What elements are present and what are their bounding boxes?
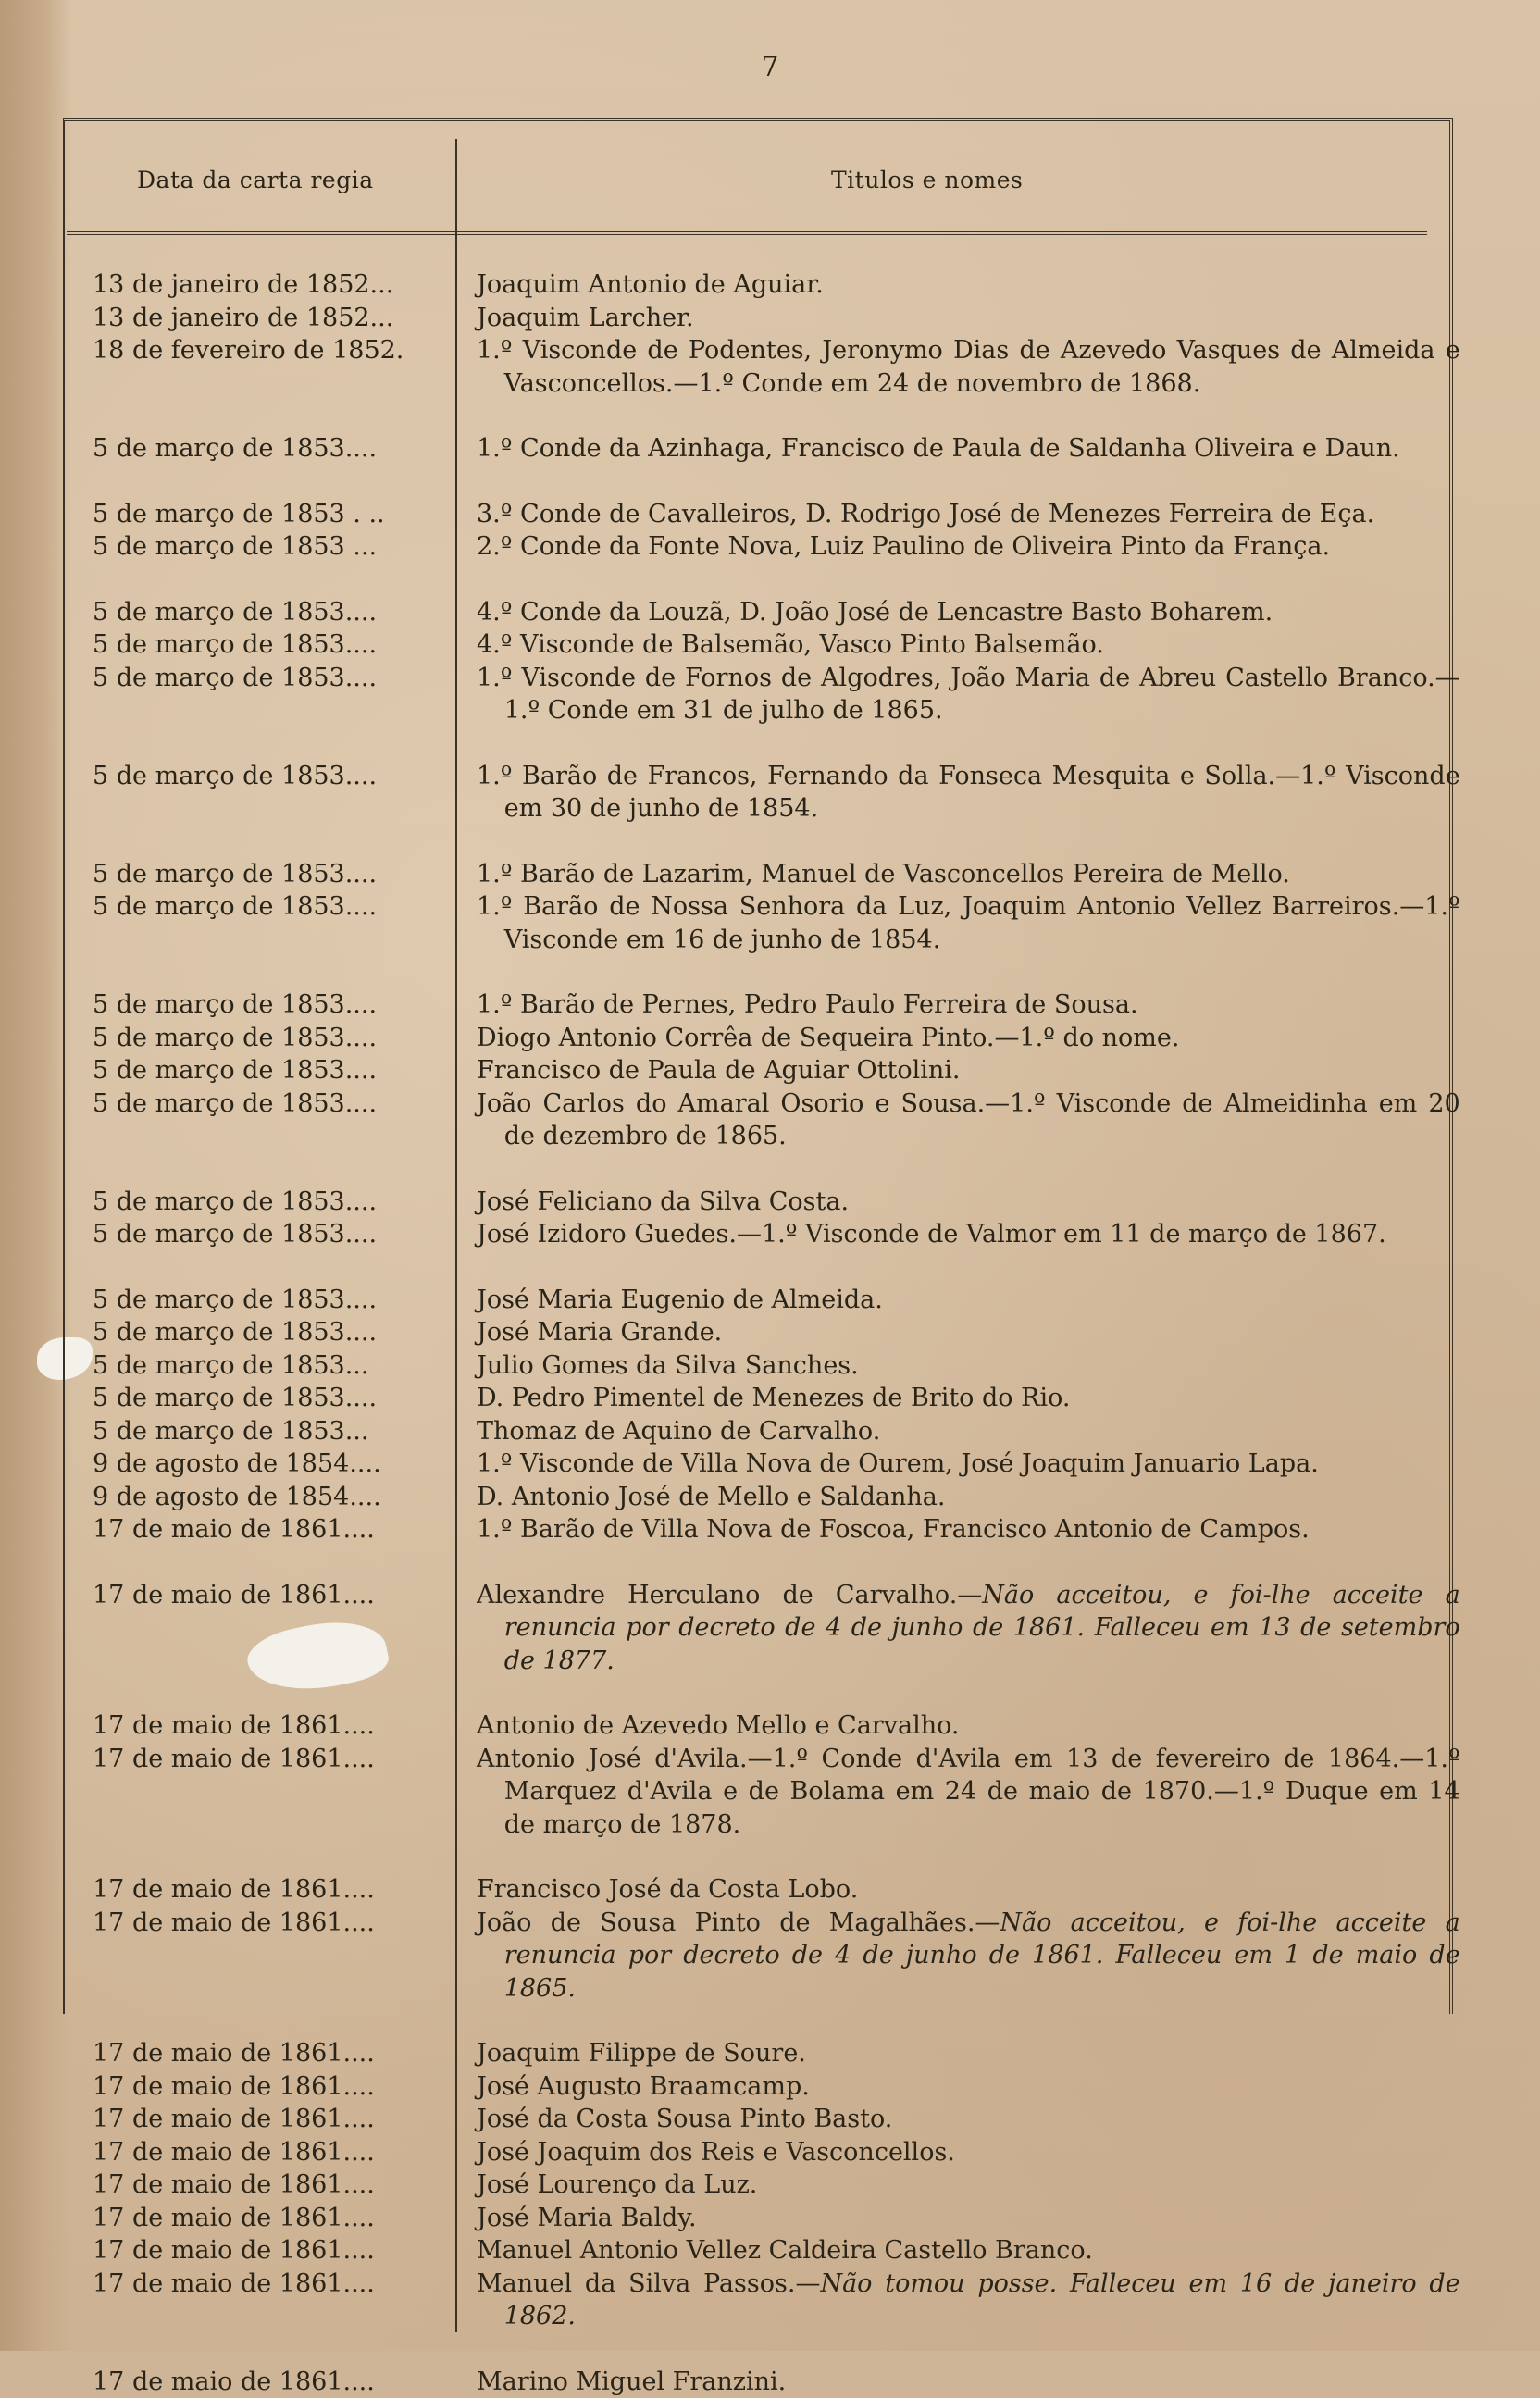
entry-title-and-name (477, 1382, 1460, 1415)
entry-name: José Feliciano da Silva Costa. (477, 1187, 849, 1216)
entry-date: 18 de fevereiro de 1852. (93, 334, 455, 367)
table-row (0, 2103, 1540, 2136)
entry-date: 17 de maio de 1861.... (93, 1907, 455, 1940)
entry-title-and-name (477, 1087, 1460, 1153)
entry-name: José Izidoro Guedes.—1.º Visconde de Valmor em 11 de março de 1867. (477, 1220, 1386, 1249)
entry-title-and-name (477, 2168, 1460, 2202)
entry-name: Manuel Antonio Vellez Caldeira Castello Branco. (477, 2236, 1093, 2265)
entry-title-and-name (477, 1447, 1460, 1481)
entry-name: Francisco José da Costa Lobo. (477, 1875, 858, 1904)
entry-name: Joaquim Filippe de Soure. (477, 2039, 806, 2068)
entry-title-and-name (477, 1579, 1460, 1678)
entry-date: 17 de maio de 1861.... (93, 2268, 455, 2301)
entry-name: 2.º Conde da Fonte Nova, Luiz Paulino de Oliveira Pinto da França. (477, 532, 1330, 561)
table-row (0, 1447, 1540, 1481)
entry-date: 17 de maio de 1861.... (93, 2136, 455, 2169)
entry-name: José Joaquim dos Reis e Vasconcellos. (477, 2138, 955, 2167)
entry-title-and-name (477, 1054, 1460, 1087)
entry-name: Marino Miguel Franzini. (477, 2367, 786, 2396)
entry-date: 5 de março de 1853.... (93, 1054, 455, 1087)
entry-date: 5 de março de 1853.... (93, 1022, 455, 1055)
entry-note: Não acceitou, e foi-lhe acceite a renuncia por decreto de 4 de junho de 1861. Falleceu em 13 de setembro de 1877. (504, 1581, 1460, 1675)
entry-name: 4.º Conde da Louzã, D. João José de Lencastre Basto Boharem. (477, 598, 1273, 627)
entry-title-and-name (477, 432, 1460, 466)
entry-title-and-name (477, 1481, 1460, 1514)
entry-name: D. Pedro Pimentel de Menezes de Brito do Rio. (477, 1384, 1070, 1412)
table-row (0, 890, 1540, 956)
table-row (0, 1709, 1540, 1743)
entry-date: 17 de maio de 1861.... (93, 2037, 455, 2070)
table-row (0, 1186, 1540, 1219)
entry-title-and-name (477, 1022, 1460, 1055)
entry-name: Francisco de Paula de Aguiar Ottolini. (477, 1056, 961, 1085)
entry-note: Não acceitou, e foi-lhe acceite a renuncia por decreto de 4 de junho de 1861. Falleceu em 1 de maio de 1865. (504, 1908, 1460, 2003)
entry-date: 17 de maio de 1861.... (93, 1513, 455, 1547)
entry-name: José Augusto Braamcamp. (477, 2072, 810, 2101)
table-row (0, 662, 1540, 727)
entry-title-and-name (477, 1186, 1460, 1219)
entry-name: 1.º Visconde de Fornos de Algodres, João Maria de Abreu Castello Branco.—1.º Conde em 31 de julho de 1865. (477, 664, 1460, 726)
entry-title-and-name (477, 988, 1460, 1022)
entry-name: Manuel da Silva Passos.— (477, 2269, 820, 2298)
table-row (0, 1873, 1540, 1907)
table-row (0, 1382, 1540, 1415)
entry-name: José da Costa Sousa Pinto Basto. (477, 2105, 892, 2133)
entry-title-and-name (477, 2202, 1460, 2235)
entry-date: 17 de maio de 1861.... (93, 1579, 455, 1612)
table-row (0, 628, 1540, 662)
table-row (0, 2070, 1540, 2104)
entry-title-and-name (477, 628, 1460, 662)
entry-title-and-name (477, 1873, 1460, 1907)
table-row (0, 1415, 1540, 1448)
entry-name: 1.º Barão de Francos, Fernando da Fonseca Mesquita e Solla.—1.º Visconde em 30 de junho de 1854. (477, 762, 1460, 824)
entry-title-and-name (477, 858, 1460, 891)
entry-date: 5 de março de 1853.... (93, 596, 455, 629)
entry-title-and-name (477, 1349, 1460, 1383)
table-row (0, 2234, 1540, 2268)
table-row (0, 1481, 1540, 1514)
entry-note: Não tomou posse. Falleceu em 16 de janeiro de 1862. (504, 2269, 1460, 2331)
table-row (0, 268, 1540, 302)
table-row (0, 1907, 1540, 2006)
entry-name: 1.º Visconde de Podentes, Jeronymo Dias de Azevedo Vasques de Almeida e Vasconcellos.—1.º Conde em 24 de novembro de 1868. (477, 336, 1460, 398)
entry-title-and-name (477, 1513, 1460, 1547)
entry-name: 1.º Barão de Nossa Senhora da Luz, Joaquim Antonio Vellez Barreiros.—1.º Visconde em 16 de junho de 1854. (477, 892, 1460, 954)
entry-name: José Maria Eugenio de Almeida. (477, 1286, 883, 1314)
entry-name: Julio Gomes da Silva Sanches. (477, 1351, 859, 1380)
entry-title-and-name (477, 498, 1460, 531)
entry-title-and-name (477, 760, 1460, 826)
header-rule (67, 231, 1427, 235)
table-row (0, 1316, 1540, 1349)
entry-date: 9 de agosto de 1854.... (93, 1447, 455, 1481)
entry-name: D. Antonio José de Mello e Saldanha. (477, 1483, 945, 1511)
entry-date: 5 de março de 1853 . .. (93, 498, 455, 531)
table-row (0, 2168, 1540, 2202)
table-row (0, 1743, 1540, 1842)
header-title-column: Titulos e nomes (831, 167, 1023, 193)
entry-name: Diogo Antonio Corrêa de Sequeira Pinto.—1.º do nome. (477, 1024, 1179, 1052)
table-row (0, 1218, 1540, 1251)
entry-date: 5 de março de 1853.... (93, 1218, 455, 1251)
entry-name: 1.º Conde da Azinhaga, Francisco de Paula de Saldanha Oliveira e Daun. (477, 434, 1400, 463)
entry-date: 17 de maio de 1861.... (93, 1743, 455, 1776)
table-row (0, 1022, 1540, 1055)
entry-date: 17 de maio de 1861.... (93, 2070, 455, 2104)
table-row (0, 1513, 1540, 1547)
table-row (0, 432, 1540, 466)
entry-title-and-name (477, 1743, 1460, 1842)
entry-title-and-name (477, 1218, 1460, 1251)
entry-title-and-name (477, 596, 1460, 629)
register-entries (0, 268, 1540, 2398)
entry-name: Thomaz de Aquino de Carvalho. (477, 1417, 880, 1446)
table-row (0, 1087, 1540, 1153)
entry-date: 5 de março de 1853.... (93, 1186, 455, 1219)
entry-title-and-name (477, 2037, 1460, 2070)
entry-name: João de Sousa Pinto de Magalhães.— (477, 1908, 1000, 1937)
table-row (0, 596, 1540, 629)
entry-name: José Maria Grande. (477, 1318, 722, 1347)
entry-date: 5 de março de 1853.... (93, 1382, 455, 1415)
entry-title-and-name (477, 530, 1460, 564)
table-row (0, 2202, 1540, 2235)
table-row (0, 1284, 1540, 1317)
table-row (0, 858, 1540, 891)
entry-title-and-name (477, 268, 1460, 302)
table-row (0, 2268, 1540, 2333)
table-row (0, 2366, 1540, 2398)
table-row (0, 302, 1540, 335)
entry-date: 5 de março de 1853.... (93, 1284, 455, 1317)
entry-title-and-name (477, 2103, 1460, 2136)
entry-date: 17 de maio de 1861.... (93, 2234, 455, 2268)
entry-date: 5 de março de 1853.... (93, 662, 455, 695)
entry-name: 1.º Barão de Lazarim, Manuel de Vasconcellos Pereira de Mello. (477, 860, 1290, 888)
entry-date: 5 de março de 1853... (93, 1415, 455, 1448)
entry-date: 17 de maio de 1861.... (93, 2103, 455, 2136)
entry-date: 5 de março de 1853 ... (93, 530, 455, 564)
entry-name: 1.º Barão de Pernes, Pedro Paulo Ferreira de Sousa. (477, 990, 1138, 1019)
table-row (0, 334, 1540, 400)
entry-name: Antonio José d'Avila.—1.º Conde d'Avila em 13 de fevereiro de 1864.—1.º Marquez d'Avila e de Bolama em 24 de maio de 1870.—1.º Duque em 14 de março de 1878. (477, 1745, 1460, 1839)
table-row (0, 2136, 1540, 2169)
entry-title-and-name (477, 2268, 1460, 2333)
entry-date: 5 de março de 1853.... (93, 858, 455, 891)
entry-title-and-name (477, 2136, 1460, 2169)
entry-title-and-name (477, 2366, 1460, 2398)
page-number: 7 (0, 51, 1540, 83)
entry-title-and-name (477, 662, 1460, 727)
entry-name: 1.º Visconde de Villa Nova de Ourem, José Joaquim Januario Lapa. (477, 1449, 1319, 1478)
entry-date: 9 de agosto de 1854.... (93, 1481, 455, 1514)
table-row (0, 988, 1540, 1022)
table-row (0, 498, 1540, 531)
entry-name: 1.º Barão de Villa Nova de Foscoa, Francisco Antonio de Campos. (477, 1515, 1310, 1544)
entry-name: 4.º Visconde de Balsemão, Vasco Pinto Balsemão. (477, 630, 1104, 659)
table-row (0, 1579, 1540, 1678)
entry-date: 5 de março de 1853... (93, 1349, 455, 1383)
entry-name: José Lourenço da Luz. (477, 2170, 757, 2199)
table-row (0, 760, 1540, 826)
entry-name: José Maria Baldy. (477, 2204, 697, 2232)
entry-title-and-name (477, 1709, 1460, 1743)
entry-date: 17 de maio de 1861.... (93, 2168, 455, 2202)
entry-date: 5 de março de 1853.... (93, 628, 455, 662)
entry-title-and-name (477, 1415, 1460, 1448)
entry-title-and-name (477, 1284, 1460, 1317)
entry-date: 13 de janeiro de 1852... (93, 268, 455, 302)
entry-date: 5 de março de 1853.... (93, 432, 455, 466)
entry-name: 3.º Conde de Cavalleiros, D. Rodrigo José de Menezes Ferreira de Eça. (477, 500, 1374, 528)
entry-date: 17 de maio de 1861.... (93, 1709, 455, 1743)
table-row (0, 1349, 1540, 1383)
entry-date: 17 de maio de 1861.... (93, 2202, 455, 2235)
entry-title-and-name (477, 2070, 1460, 2104)
entry-date: 5 de março de 1853.... (93, 988, 455, 1022)
entry-title-and-name (477, 2234, 1460, 2268)
entry-title-and-name (477, 334, 1460, 400)
entry-date: 5 de março de 1853.... (93, 760, 455, 793)
entry-name: Alexandre Herculano de Carvalho.— (477, 1581, 982, 1609)
entry-title-and-name (477, 890, 1460, 956)
table-row (0, 1054, 1540, 1087)
entry-date: 17 de maio de 1861.... (93, 2366, 455, 2398)
entry-date: 5 de março de 1853.... (93, 1316, 455, 1349)
entry-title-and-name (477, 302, 1460, 335)
entry-date: 5 de março de 1853.... (93, 890, 455, 924)
entry-name: Joaquim Larcher. (477, 304, 694, 332)
entry-date: 5 de março de 1853.... (93, 1087, 455, 1121)
entry-date: 13 de janeiro de 1852... (93, 302, 455, 335)
entry-title-and-name (477, 1907, 1460, 2006)
table-row (0, 530, 1540, 564)
entry-title-and-name (477, 1316, 1460, 1349)
entry-name: João Carlos do Amaral Osorio e Sousa.—1.º Visconde de Almeidinha em 20 de dezembro de 1865. (477, 1089, 1460, 1151)
header-date-column: Data da carta regia (137, 167, 374, 193)
table-row (0, 2037, 1540, 2070)
entry-name: Joaquim Antonio de Aguiar. (477, 270, 824, 299)
entry-date: 17 de maio de 1861.... (93, 1873, 455, 1907)
entry-name: Antonio de Azevedo Mello e Carvalho. (477, 1711, 959, 1740)
